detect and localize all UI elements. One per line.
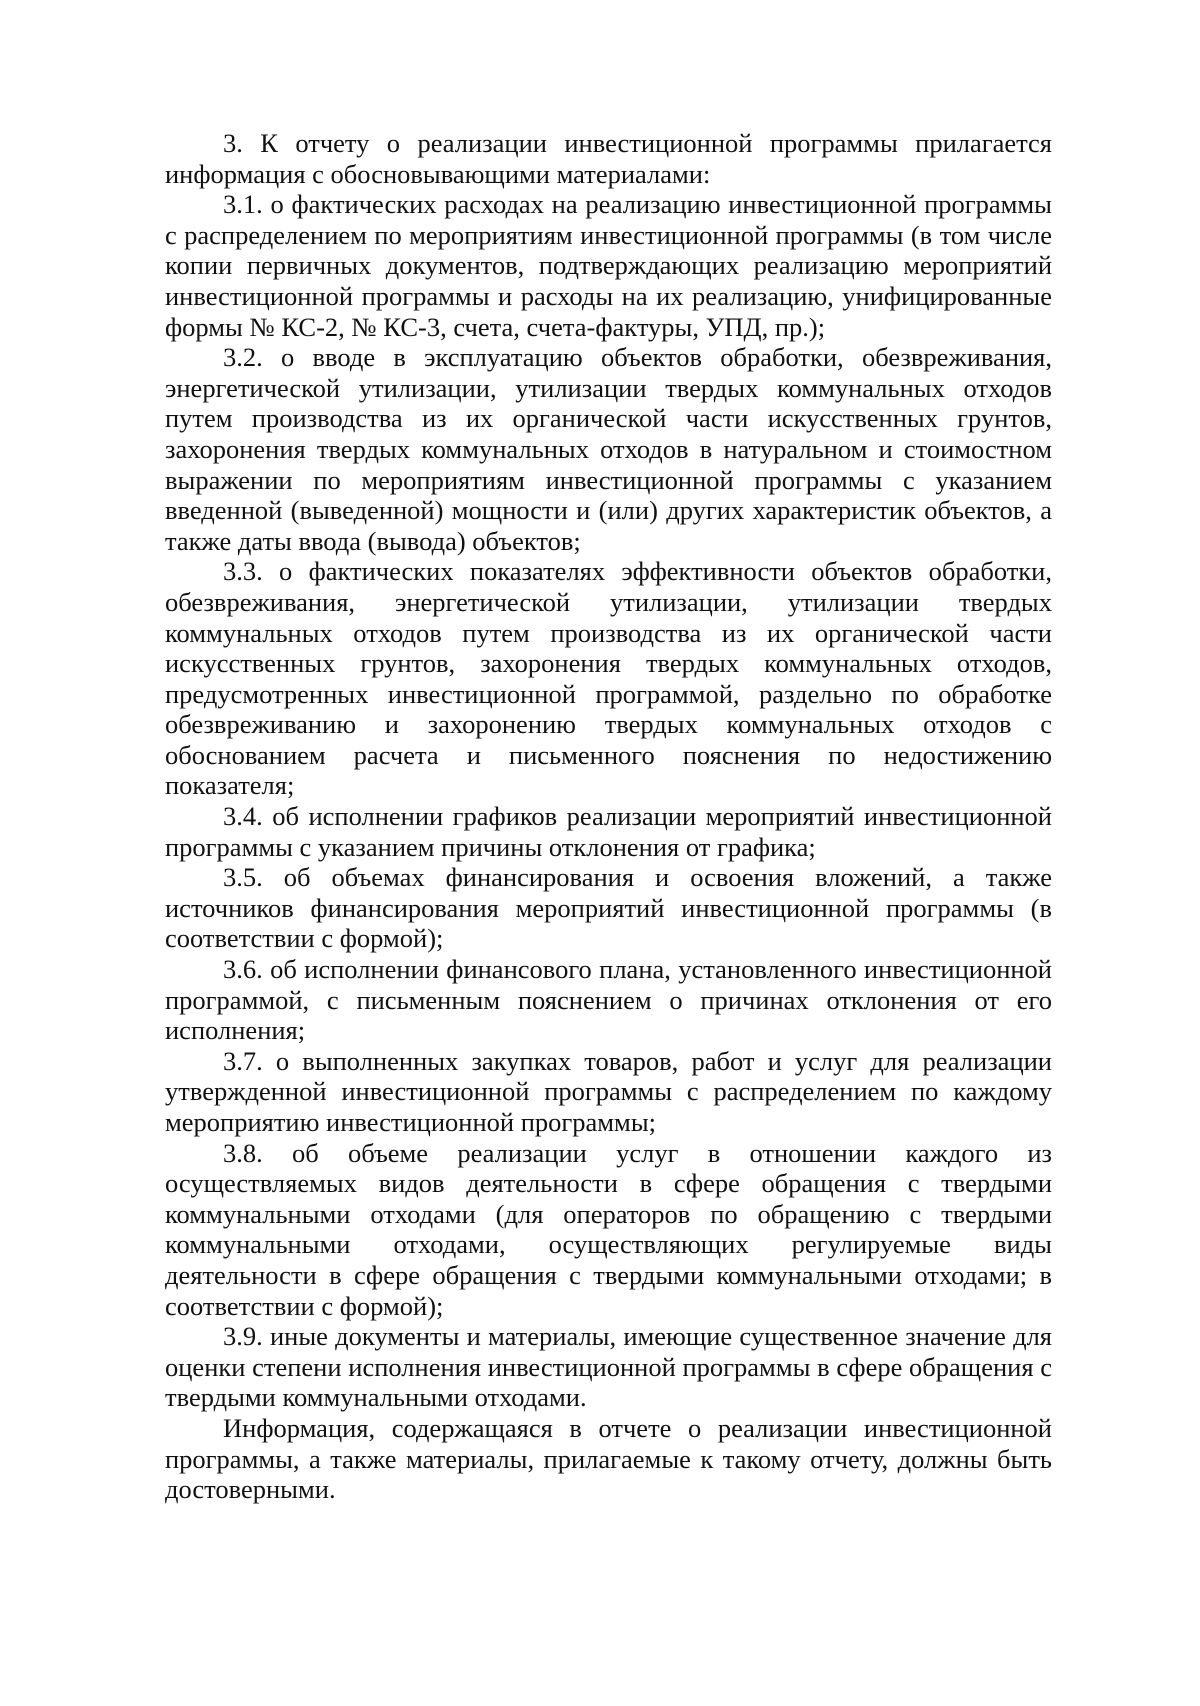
paragraph-3-6: 3.6. об исполнении финансового плана, установленного инвестиционной программой, с письменным пояснением о причинах отклонения от его исполнения; (165, 954, 1052, 1046)
document-page (165, 128, 1052, 1505)
paragraph-3-1: 3.1. о фактических расходах на реализацию инвестиционной программы с распределением по мероприятиям инвестиционной программы (в том числе копии первичных документов, подтверждающих реализацию мероприятий инвестиционной программы и расходы на их реализацию, унифицированные формы № КС-2, № КС-3, счета, счета-фактуры, УПД, пр.); (165, 189, 1052, 342)
paragraph-3-4: 3.4. об исполнении графиков реализации мероприятий инвестиционной программы с указанием причины отклонения от графика; (165, 801, 1052, 862)
paragraph-3-8: 3.8. об объеме реализации услуг в отношении каждого из осуществляемых видов деятельности в сфере обращения с твердыми коммунальными отходами (для операторов по обращению с твердыми коммунальными отходами, осуществляющих регулируемые виды деятельности в сфере обращения с твердыми коммунальными отходами; в соответствии с формой); (165, 1137, 1052, 1321)
paragraph-3: 3. К отчету о реализации инвестиционной программы прилагается информация с обосновывающими материалами: (165, 128, 1052, 189)
paragraph-3-3: 3.3. о фактических показателях эффективности объектов обработки, обезвреживания, энергетической утилизации, утилизации твердых коммунальных отходов путем производства из их органической части искусственных грунтов, захоронения твердых коммунальных отходов, предусмотренных инвестиционной программой, раздельно по обработке обезвреживанию и захоронению твердых коммунальных отходов с обоснованием расчета и письменного пояснения по недостижению показателя; (165, 556, 1052, 801)
paragraph-3-5: 3.5. об объемах финансирования и освоения вложений, а также источников финансирования мероприятий инвестиционной программы (в соответствии с формой); (165, 862, 1052, 954)
paragraph-3-7: 3.7. о выполненных закупках товаров, работ и услуг для реализации утвержденной инвестиционной программы с распределением по каждому мероприятию инвестиционной программы; (165, 1045, 1052, 1137)
paragraph-3-9: 3.9. иные документы и материалы, имеющие существенное значение для оценки степени исполнения инвестиционной программы в сфере обращения с твердыми коммунальными отходами. (165, 1321, 1052, 1413)
paragraph-3-2: 3.2. о вводе в эксплуатацию объектов обработки, обезвреживания, энергетической утилизации, утилизации твердых коммунальных отходов путем производства из их органической части искусственных грунтов, захоронения твердых коммунальных отходов в натуральном и стоимостном выражении по мероприятиям инвестиционной программы с указанием введенной (выведенной) мощности и (или) других характеристик объектов, а также даты ввода (вывода) объектов; (165, 342, 1052, 556)
paragraph-closing: Информация, содержащаяся в отчете о реализации инвестиционной программы, а также материалы, прилагаемые к такому отчету, должны быть достоверными. (165, 1412, 1052, 1505)
